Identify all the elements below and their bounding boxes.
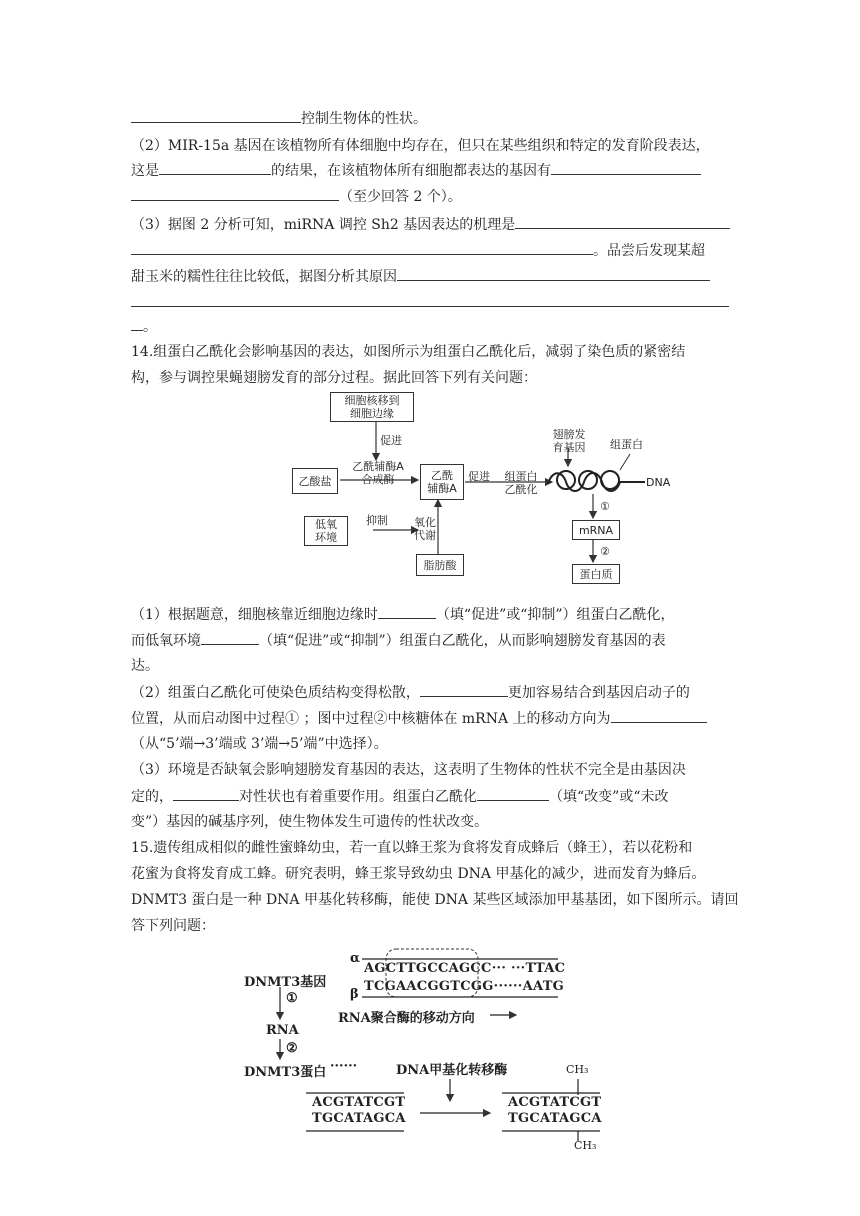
- rna-polymerase-direction-label: RNA聚合酶的移动方向: [338, 1011, 475, 1026]
- dna-bottom-strand-after: TGCATAGCA: [508, 1111, 602, 1126]
- promote-label: 促进: [380, 434, 402, 447]
- alpha-sequence: AGCTTGCCAGCC··· ···TTAC: [364, 961, 566, 976]
- answer-blank[interactable]: [131, 240, 593, 255]
- methyl-group-top: CH₃: [566, 1063, 589, 1076]
- beta-strand-label: β: [350, 987, 359, 1002]
- process-1-label: ①: [286, 991, 298, 1006]
- q13-line2: （2）MIR-15a 基因在该植物所有体细胞中均存在，但只在某些组织和特定的发育阶段表达，: [131, 138, 710, 154]
- q13-line8: [131, 292, 729, 312]
- q15-stem-line1: 15.遗传组成相似的雌性蜜蜂幼虫，若一直以蜂王浆为食将发育成蜂后（蜂王），若以花粉和: [131, 840, 693, 856]
- q14-b-line2: 位置，从而启动图中过程① ；图中过程②中核糖体在 mRNA 上的移动方向为: [131, 708, 729, 728]
- answer-blank[interactable]: [159, 160, 271, 175]
- q13-line7: 甜玉米的糯性往往比较低，据图分析其原因: [131, 266, 729, 286]
- q14-stem-line2: 构，参与调控果蝇翅膀发育的部分过程。据此回答下列有关问题：: [131, 370, 537, 386]
- q14-a-line2: 而低氧环境 （填“促进”或“抑制”）组蛋白乙酰化，从而影响翅膀发育基因的表: [131, 630, 729, 650]
- q13-line6: 。品尝后发现某超: [131, 240, 729, 260]
- q15-stem-line3: DNMT3 蛋白是一种 DNA 甲基化转移酶，能使 DNA 某些区域添加甲基基团，如下图所示。请回: [131, 892, 739, 908]
- q15-stem-line4: 答下列问题：: [131, 918, 215, 934]
- answer-blank[interactable]: [611, 708, 707, 723]
- acetylcoa-box: 乙酰辅酶A: [420, 464, 464, 500]
- dnmt3-gene-label: DNMT3基因: [244, 975, 327, 990]
- wing-gene-label: 翅膀发育基因: [552, 428, 586, 454]
- answer-blank[interactable]: [515, 214, 730, 229]
- methyl-group-bottom: CH₃: [574, 1139, 597, 1152]
- hypoxia-box: 低氧环境: [304, 516, 348, 546]
- inhibit-label: 抑制: [366, 514, 388, 527]
- q15-stem-line2: 花蜜为食将发育成工蜂。研究表明，蜂王浆导致幼虫 DNA 甲基化的减少，进而发育为蜂后。: [131, 866, 706, 882]
- answer-blank[interactable]: [173, 786, 239, 801]
- dnmt3-protein-label: DNMT3蛋白: [244, 1065, 327, 1080]
- methyltransferase-label: DNA甲基化转移酶: [396, 1063, 508, 1078]
- q14-b-line3: （从“5’端→3’端或 3’端→5’端”中选择）。: [131, 736, 388, 752]
- acetate-box: 乙酸盐: [292, 468, 338, 494]
- mrna-box: mRNA: [572, 520, 620, 540]
- q13-line3: 这是 的结果，在该植物体所有细胞都表达的基因有: [131, 160, 729, 180]
- q14-c-line1: （3）环境是否缺氧会影响翅膀发育基因的表达，这表明了生物体的性状不完全是由基因决: [131, 762, 686, 778]
- answer-blank[interactable]: [131, 186, 339, 201]
- protein-box: 蛋白质: [572, 564, 620, 584]
- q14-a-line1: （1）根据题意，细胞核靠近细胞边缘时 （填“促进”或“抑制”）组蛋白乙酰化，: [131, 604, 729, 624]
- ellipsis: ······: [330, 1059, 358, 1074]
- answer-blank[interactable]: [131, 292, 729, 307]
- alpha-strand-label: α: [350, 951, 361, 966]
- answer-blank[interactable]: [201, 630, 259, 645]
- rna-label: RNA: [266, 1023, 299, 1038]
- q13-line1: 控制生物体的性状。: [131, 108, 729, 128]
- answer-blank[interactable]: [131, 108, 301, 123]
- answer-blank[interactable]: [131, 316, 143, 331]
- answer-blank[interactable]: [420, 682, 508, 697]
- nucleus-edge-box: 细胞核移到细胞边缘: [330, 392, 414, 422]
- histone-label: 组蛋白: [610, 438, 643, 451]
- oxidative-metabolism-label: 氧化代谢: [414, 516, 436, 542]
- process-1-label: ①: [600, 500, 610, 513]
- answer-blank[interactable]: [551, 160, 701, 175]
- answer-blank[interactable]: [397, 266, 710, 281]
- q14-c-line2: 定的， 对性状也有着重要作用。组蛋白乙酰化 （填“改变”或“未改: [131, 786, 729, 806]
- q13-line5: （3）据图 2 分析可知，miRNA 调控 Sh2 基因表达的机理是: [131, 214, 729, 234]
- enzyme-label: 乙酰辅酶A合成酶: [352, 460, 404, 486]
- q14-c-line3: 变”）基因的碱基序列，使生物体发生可遗传的性状改变。: [131, 814, 489, 830]
- q15-figure: [240, 945, 620, 1152]
- answer-blank[interactable]: [378, 604, 436, 619]
- promote-label: 促进: [468, 470, 490, 483]
- dna-top-strand-before: ACGTATCGT: [312, 1095, 406, 1110]
- q14-b-line1: （2）组蛋白乙酰化可使染色质结构变得松散， 更加容易结合到基因启动子的: [131, 682, 729, 702]
- dna-top-strand-after: ACGTATCGT: [508, 1095, 602, 1110]
- beta-sequence: TCGAACGGTCGG······AATG: [364, 979, 565, 994]
- q14-figure: [290, 390, 680, 590]
- process-2-label: ②: [286, 1041, 298, 1056]
- histone-acetylation-label: 组蛋白乙酰化: [504, 470, 538, 496]
- fatty-acid-box: 脂肪酸: [416, 554, 464, 576]
- process-2-label: ②: [600, 545, 610, 558]
- q13-line9: 。: [131, 316, 729, 336]
- q14-a-line3: 达。: [131, 658, 159, 674]
- q14-stem-line1: 14.组蛋白乙酰化会影响基因的表达，如图所示为组蛋白乙酰化后，减弱了染色质的紧密结: [131, 344, 686, 360]
- q13-line4: （至少回答 2 个）。: [131, 186, 729, 206]
- answer-blank[interactable]: [477, 786, 549, 801]
- dna-label: DNA: [646, 476, 671, 489]
- dna-bottom-strand-before: TGCATAGCA: [312, 1111, 406, 1126]
